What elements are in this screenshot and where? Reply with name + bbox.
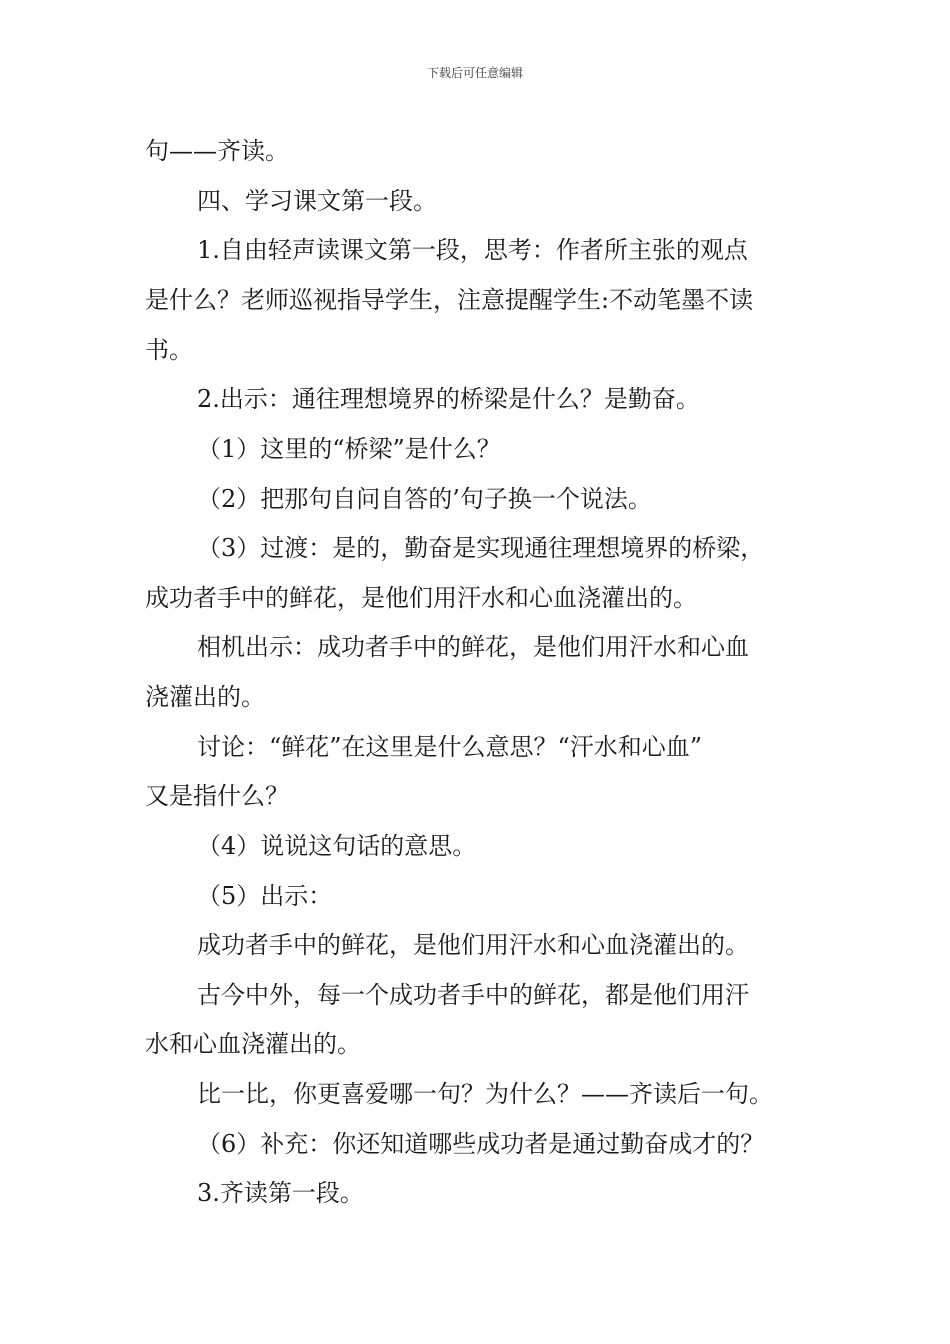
text-line: 成功者手中的鲜花，是他们用汗水和心血浇灌出的。 — [197, 931, 749, 959]
text-line: （1）这里的“桥梁”是什么？ — [197, 435, 501, 463]
text-line: 成功者手中的鲜花，是他们用汗水和心血浇灌出的。 — [145, 584, 697, 612]
text-line: 相机出示：成功者手中的鲜花，是他们用汗水和心血 — [197, 633, 749, 661]
section-heading: 四、学习课文第一段。 — [197, 187, 437, 215]
text-line: 是什么？老师巡视指导学生，注意提醒学生:不动笔墨不读 — [145, 286, 754, 314]
text-line: 书。 — [145, 336, 193, 364]
text-line: 1.自由轻声读课文第一段，思考：作者所主张的观点 — [197, 236, 748, 264]
text-line: 古今中外，每一个成功者手中的鲜花，都是他们用汗 — [197, 981, 749, 1009]
text-line: 2.出示：通往理想境界的桥梁是什么？是勤奋。 — [197, 385, 700, 413]
text-line: 浇灌出的。 — [145, 683, 265, 711]
text-line: 水和心血浇灌出的。 — [145, 1030, 361, 1058]
text-line: （4）说说这句话的意思。 — [197, 832, 477, 860]
text-line: 3.齐读第一段。 — [197, 1179, 364, 1207]
text-line: 句——齐读。 — [145, 137, 289, 165]
text-line: 讨论：“鲜花”在这里是什么意思？“汗水和心血” — [197, 733, 703, 761]
text-line: 又是指什么？ — [145, 782, 289, 810]
text-line: （6）补充：你还知道哪些成功者是通过勤奋成才的？ — [197, 1130, 765, 1158]
page-header: 下载后可任意编辑 — [426, 66, 523, 80]
text-line: （5）出示： — [197, 882, 333, 910]
text-line: （2）把那句自问自答的’句子换一个说法。 — [197, 485, 652, 513]
text-line: （3）过渡：是的，勤奋是实现通往理想境界的桥梁， — [197, 534, 765, 562]
text-line: 比一比，你更喜爱哪一句？为什么？——齐读后一句。 — [197, 1080, 773, 1108]
